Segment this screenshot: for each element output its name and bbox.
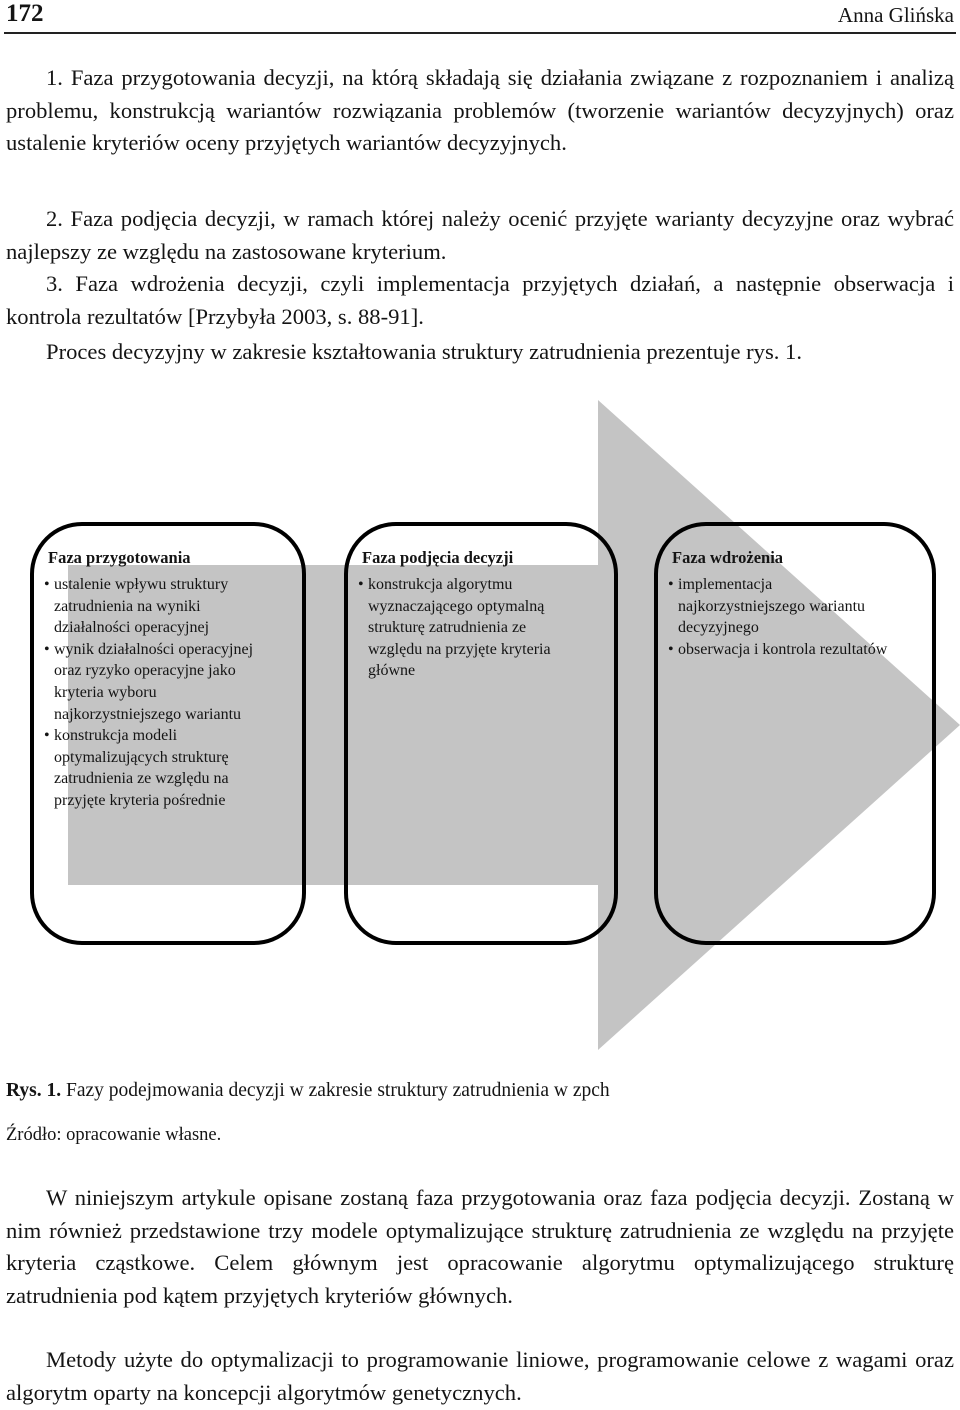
phase-box-title: Faza przygotowania	[48, 548, 191, 567]
list-item: • wynik działalności operacyjnej oraz ryzyko operacyjne jako kryteria wyboru najkorzystniejszego wariantu	[44, 639, 280, 725]
list-item: • ustalenie wpływu struktury zatrudnienia na wyniki działalności operacyjnej	[44, 574, 280, 639]
figure-intro-paragraph: Proces decyzyjny w zakresie kształtowania struktury zatrudnienia prezentuje rys. 1.	[46, 339, 802, 364]
list-item: • implementacja najkorzystniejszego wariantu decyzyjnego	[668, 574, 903, 639]
list-item: • obserwacja i kontrola rezultatów	[668, 639, 903, 661]
phase-box-implementation	[654, 522, 936, 945]
figure-caption	[6, 1080, 610, 1102]
phase-box-list	[668, 574, 903, 660]
running-author: Anna Glińska	[837, 3, 954, 27]
phase-box-list	[44, 574, 280, 812]
list-item: • konstrukcja modeli optymalizujących strukturę zatrudnienia ze względu na przyjęte kryteria pośrednie	[44, 725, 280, 811]
phase-box-title: Faza podjęcia decyzji	[362, 548, 514, 567]
phase-1-paragraph: 1. Faza przygotowania decyzji, na którą składają się działania związane z rozpoznaniem i analizą problemu, konstrukcją wariantów rozwiązania problemów (tworzenie wariantów decyzyjnych) oraz ustalenie kryteriów oceny przyjętych wariantów decyzyjnych.	[6, 65, 954, 155]
body-paragraph-1: W niniejszym artykule opisane zostaną faza przygotowania oraz faza podjęcia decyzji. Zostaną w nim również przedstawione trzy modele optymalizujące strukturę zatrudnienia ze względu na przyjęte kryteria cząstkowe. Celem głównym jest opracowanie algorytmu optymalizującego strukturę zatrudnienia pod kątem przyjętych kryteriów głównych.	[6, 1185, 954, 1308]
phase-box-decision	[344, 522, 618, 945]
phase-3-paragraph: 3. Faza wdrożenia decyzji, czyli implementacja przyjętych działań, a następnie obserwacja i kontrola rezultatów [Przybyła 2003, s. 88-91].	[6, 271, 954, 329]
figure-caption-text: Fazy podejmowania decyzji w zakresie struktury zatrudnienia w zpch	[66, 1080, 610, 1101]
phase-2-paragraph: 2. Faza podjęcia decyzji, w ramach której należy ocenić przyjęte warianty decyzyjne oraz wybrać najlepszy ze względu na zastosowane kryterium.	[6, 206, 954, 264]
figure-decision-phases	[0, 395, 960, 1055]
phase-box-title: Faza wdrożenia	[672, 548, 784, 567]
body-paragraph-2: Metody użyte do optymalizacji to programowanie liniowe, programowanie celowe z wagami oraz algorytm oparty na koncepcji algorytmów genetycznych.	[6, 1347, 954, 1405]
phase-box-preparation	[30, 522, 306, 945]
page-number: 172	[6, 0, 44, 27]
phase-box-list	[358, 574, 580, 682]
figure-caption-label: Rys. 1.	[6, 1080, 62, 1101]
running-header	[4, 0, 956, 34]
list-item: • konstrukcja algorytmu wyznaczającego optymalną strukturę zatrudnienia ze względu na przyjęte kryteria główne	[358, 574, 580, 682]
figure-source: Źródło: opracowanie własne.	[6, 1125, 222, 1145]
